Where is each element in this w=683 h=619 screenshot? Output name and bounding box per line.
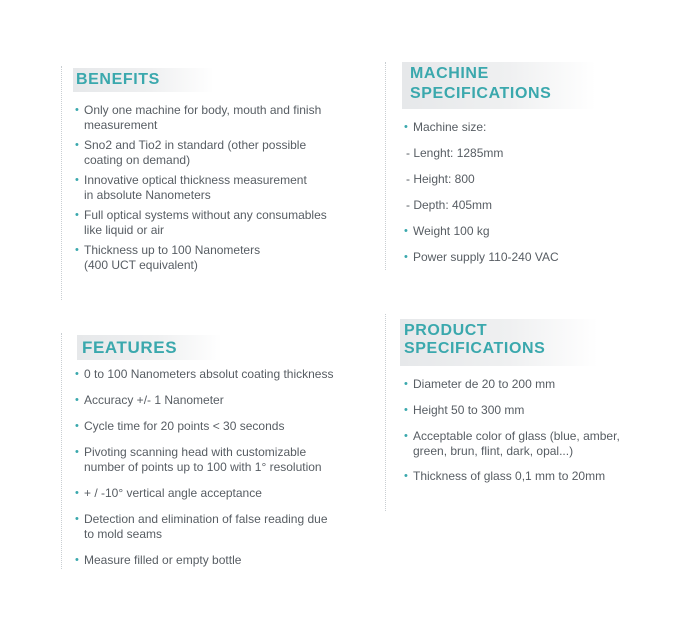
features-item: • Pivoting scanning head with customizable number of points up to 100 with 1° resolution: [75, 445, 322, 474]
machine-specs-title-line1: MACHINE: [410, 65, 489, 82]
bullet-icon: •: [75, 420, 79, 432]
product-specs-divider: [385, 314, 386, 511]
features-divider: [61, 333, 62, 569]
product-specs-item: • Height 50 to 300 mm: [404, 403, 525, 417]
benefits-title: BENEFITS: [76, 71, 160, 88]
benefits-item: • Thickness up to 100 Nanometers (400 UCT equivalent): [75, 243, 261, 272]
product-specs-item: • Diameter de 20 to 200 mm: [404, 377, 556, 391]
benefits-divider: [61, 66, 62, 300]
features-section: [61, 333, 361, 569]
bullet-icon: •: [404, 225, 408, 237]
bullet-icon: •: [404, 430, 408, 442]
features-item: • Measure filled or empty bottle: [75, 553, 242, 567]
bullet-icon: •: [75, 244, 79, 256]
bullet-icon: •: [75, 209, 79, 221]
features-item: • Cycle time for 20 points < 30 seconds: [75, 419, 285, 433]
product-specs-heading: [400, 319, 598, 366]
bullet-icon: •: [75, 554, 79, 566]
bullet-icon: •: [75, 139, 79, 151]
product-specs-title-line2: SPECIFICATIONS: [404, 340, 546, 357]
bullet-icon: •: [75, 394, 79, 406]
product-specs-list: [404, 377, 644, 484]
machine-specs-subitem: - Lenght: 1285mm: [406, 146, 504, 160]
machine-specs-heading: [402, 62, 596, 109]
bullet-icon: •: [75, 174, 79, 186]
benefits-heading: [73, 68, 214, 92]
bullet-icon: •: [404, 251, 408, 263]
product-specs-item: • Acceptable color of glass (blue, amber, green, brun, flint, dark, opal...): [404, 429, 620, 458]
product-specs-title-line1: PRODUCT: [404, 322, 488, 339]
benefits-section: [61, 66, 361, 300]
features-item: • Accuracy +/- 1 Nanometer: [75, 393, 224, 407]
bullet-icon: •: [404, 470, 408, 482]
benefits-item: • Only one machine for body, mouth and finish measurement: [75, 103, 322, 132]
features-heading: [77, 335, 222, 360]
bullet-icon: •: [75, 446, 79, 458]
machine-specs-list: [404, 120, 644, 265]
product-specs-item: • Thickness of glass 0,1 mm to 20mm: [404, 469, 606, 483]
machine-specs-item: • Power supply 110-240 VAC: [404, 250, 559, 264]
machine-specs-title-line2: SPECIFICATIONS: [410, 85, 552, 102]
bullet-icon: •: [404, 404, 408, 416]
benefits-list: [75, 103, 365, 273]
benefits-item: • Innovative optical thickness measurement in absolute Nanometers: [75, 173, 307, 202]
bullet-icon: •: [75, 368, 79, 380]
bullet-icon: •: [404, 121, 408, 133]
benefits-item: • Full optical systems without any consumables like liquid or air: [75, 208, 327, 237]
bullet-icon: •: [75, 104, 79, 116]
benefits-item: • Sno2 and Tio2 in standard (other possible coating on demand): [75, 138, 307, 167]
features-list: [75, 367, 365, 568]
bullet-icon: •: [75, 513, 79, 525]
product-specs-section: [385, 314, 645, 511]
machine-specs-item: • Machine size:: [404, 120, 487, 134]
bullet-icon: •: [75, 487, 79, 499]
machine-specs-subitem: - Height: 800: [406, 172, 475, 186]
bullet-icon: •: [404, 378, 408, 390]
machine-specs-section: [385, 62, 645, 270]
features-item: • Detection and elimination of false reading due to mold seams: [75, 512, 328, 541]
features-title: FEATURES: [82, 338, 178, 357]
features-item: • + / -10° vertical angle acceptance: [75, 486, 262, 500]
machine-specs-subitem: - Depth: 405mm: [406, 198, 493, 212]
machine-specs-divider: [385, 62, 386, 270]
machine-specs-item: • Weight 100 kg: [404, 224, 490, 238]
features-item: • 0 to 100 Nanometers absolut coating thickness: [75, 367, 334, 381]
